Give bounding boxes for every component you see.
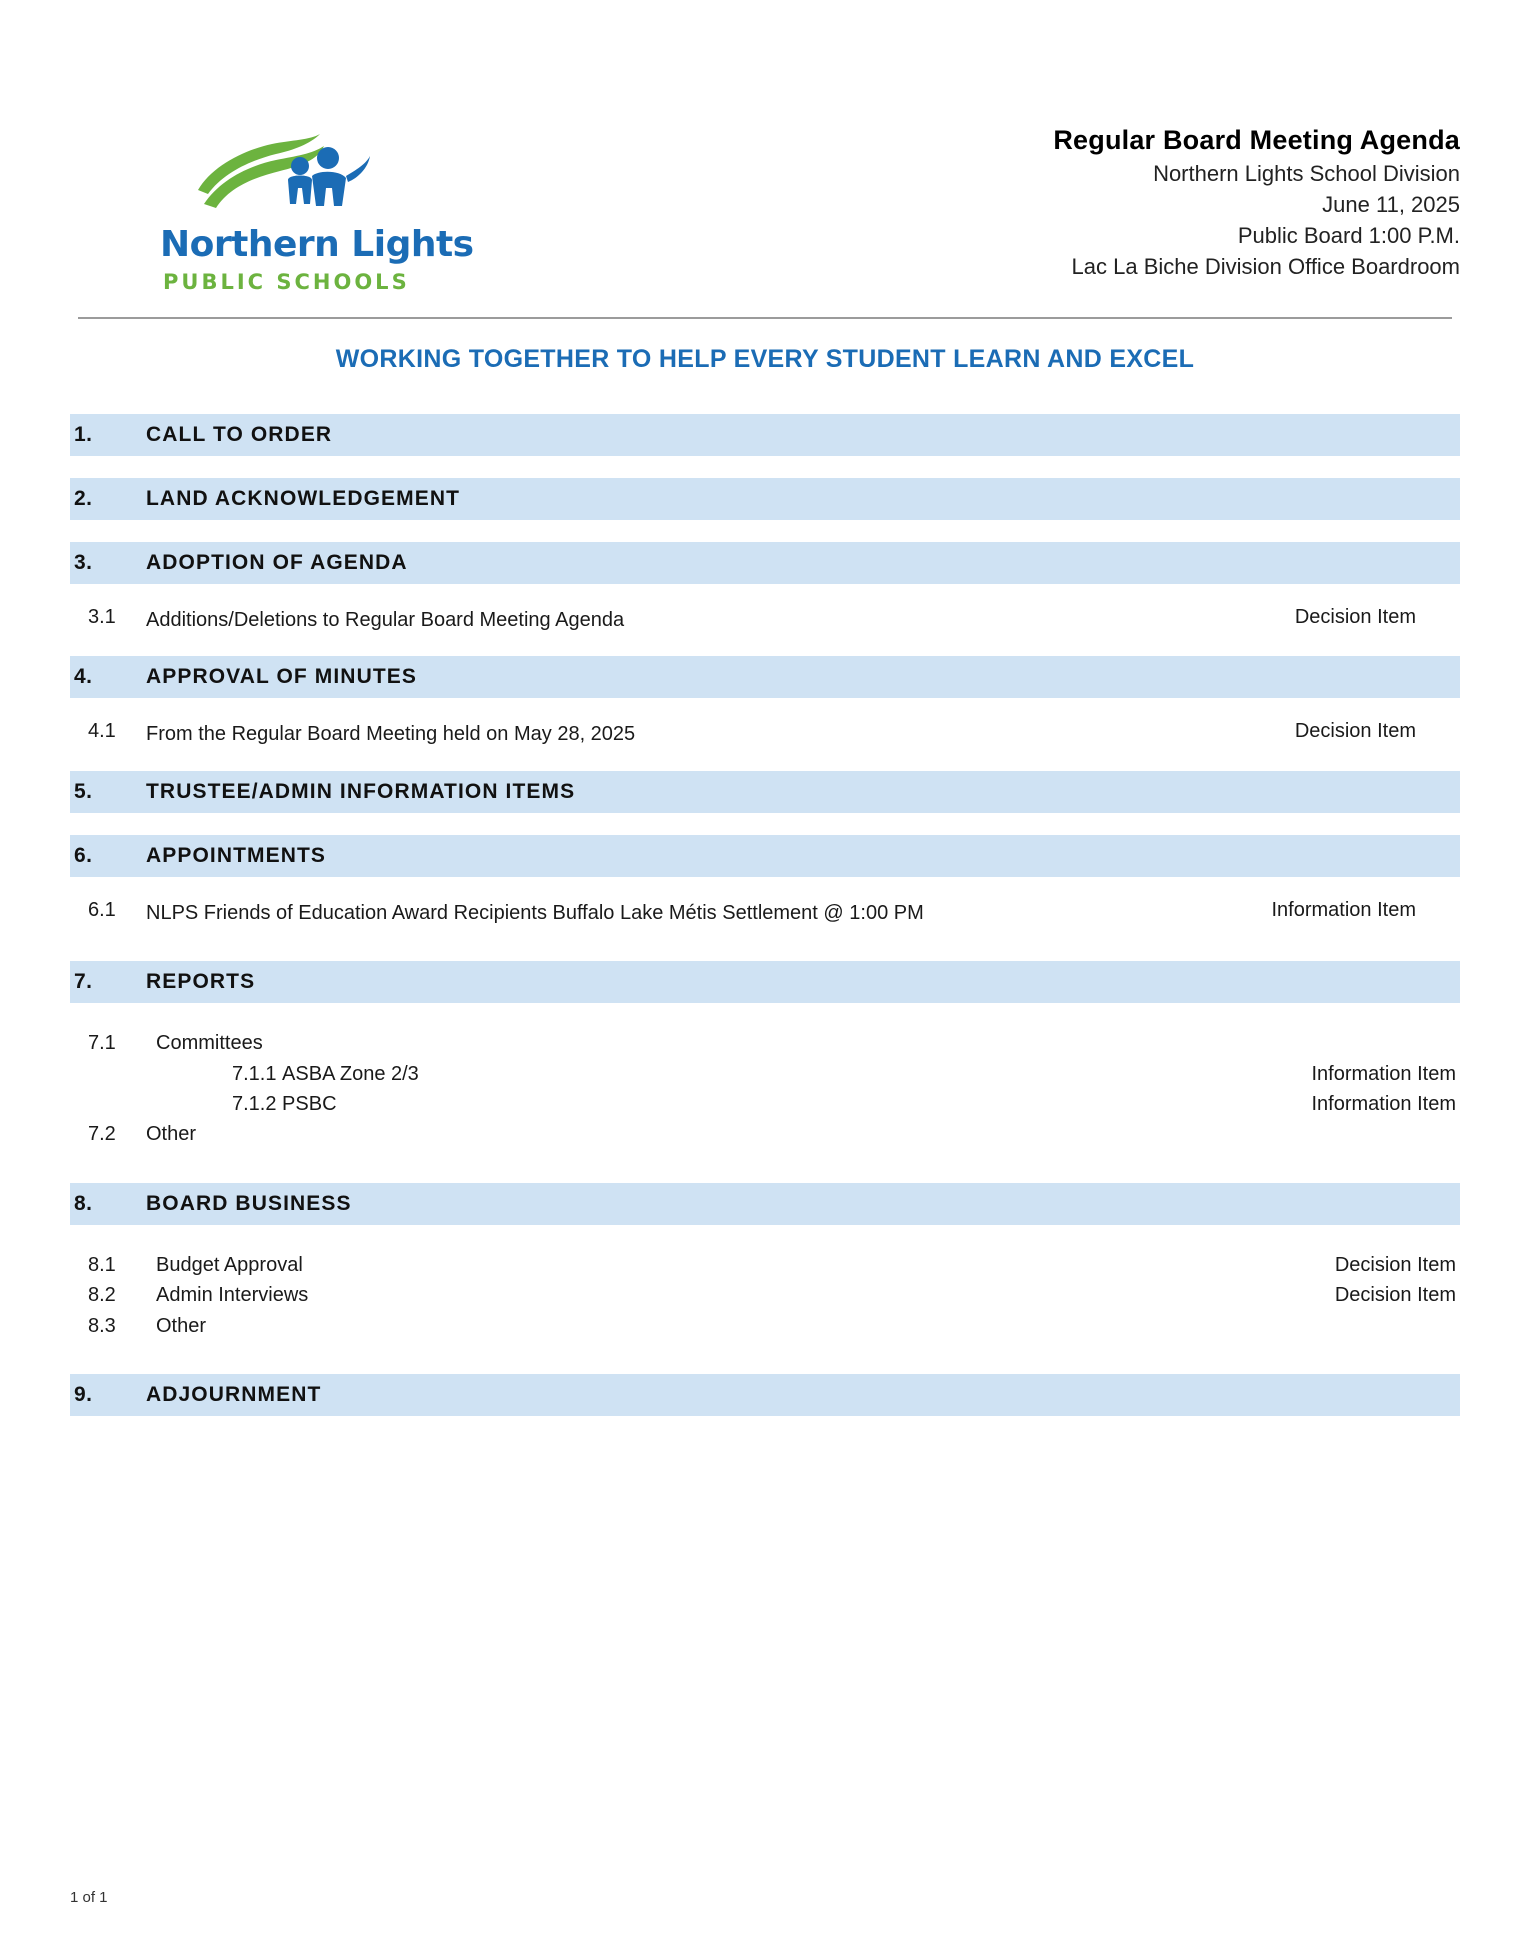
header-line-location: Lac La Biche Division Office Boardroom — [1071, 254, 1460, 280]
item-text: Other — [146, 1123, 197, 1146]
item-number: 6.1 — [88, 898, 116, 921]
header-line-time: Public Board 1:00 P.M. — [1237, 223, 1460, 249]
header-line-date: June 11, 2025 — [1322, 191, 1460, 217]
section-number: 5. — [74, 779, 93, 803]
header-meta — [1053, 120, 1460, 283]
item-number: 7.2 — [88, 1123, 116, 1146]
logo-tagline: PUBLIC SCHOOLS — [163, 270, 410, 294]
section-number: 4. — [74, 665, 93, 689]
division-tagline: WORKING TOGETHER TO HELP EVERY STUDENT LEARN AND EXCEL — [335, 345, 1195, 373]
agenda-section-land-acknowledgement — [70, 478, 1460, 520]
organization-logo — [160, 120, 490, 293]
section-number: 1. — [74, 423, 93, 446]
agenda-section-board-business — [70, 1183, 1460, 1225]
agenda-subitems-board-business — [70, 1251, 1460, 1340]
agenda-section-approval-of-minutes — [70, 656, 1460, 698]
page-footer: 1 of 1 — [70, 1889, 108, 1906]
item-number: 8.2 — [88, 1284, 116, 1307]
agenda-item-7-1-1 — [74, 1060, 1460, 1088]
item-type-label: Information Item — [1311, 1092, 1456, 1115]
section-title: ADJOURNMENT — [146, 1382, 322, 1406]
item-text: From the Regular Board Meeting held on May 28, 2025 — [146, 723, 636, 746]
logo-name: Northern Lights — [160, 224, 474, 265]
section-number: 6. — [74, 843, 93, 867]
agenda-item-3-1 — [70, 606, 1460, 634]
agenda-item-7-1 — [74, 1029, 1460, 1057]
item-type-label: Decision Item — [1294, 606, 1416, 628]
agenda-item-8-3 — [74, 1312, 1460, 1340]
item-number: 3.1 — [88, 606, 116, 628]
section-title: APPROVAL OF MINUTES — [146, 665, 417, 689]
agenda-item-8-1 — [74, 1251, 1460, 1279]
agenda-section-adjournment — [70, 1374, 1460, 1416]
logo-mark-icon — [160, 120, 440, 225]
item-text: 7.1.1 ASBA Zone 2/3 — [232, 1062, 419, 1085]
item-text: Committees — [156, 1032, 263, 1055]
item-type-label: Information Item — [1271, 898, 1416, 921]
section-title: REPORTS — [146, 970, 256, 994]
item-type-label: Information Item — [1311, 1062, 1456, 1085]
item-type-label: Decision Item — [1294, 720, 1416, 743]
item-text: 7.1.2 PSBC — [232, 1092, 337, 1115]
document-header — [70, 0, 1460, 293]
header-line-division: Northern Lights School Division — [1153, 160, 1460, 186]
agenda-item-6-1 — [70, 899, 1460, 927]
item-number: 8.1 — [88, 1253, 116, 1276]
section-number: 2. — [74, 487, 93, 510]
section-title: BOARD BUSINESS — [146, 1191, 352, 1215]
section-title: CALL TO ORDER — [146, 423, 333, 446]
item-text: Budget Approval — [156, 1253, 303, 1276]
header-divider — [78, 317, 1452, 319]
section-number: 7. — [74, 970, 93, 994]
section-number: 3. — [74, 551, 93, 574]
agenda-item-7-2 — [74, 1120, 1460, 1148]
page-title: Regular Board Meeting Agenda — [1053, 125, 1460, 155]
section-title: ADOPTION OF AGENDA — [146, 551, 408, 574]
item-text: Additions/Deletions to Regular Board Meeting Agenda — [146, 609, 625, 631]
agenda-section-trustee-admin-information-items — [70, 771, 1460, 813]
agenda-section-adoption-of-agenda — [70, 542, 1460, 584]
section-title: LAND ACKNOWLEDGEMENT — [146, 487, 461, 510]
item-type-label: Decision Item — [1334, 1284, 1456, 1307]
item-type-label: Decision Item — [1334, 1253, 1456, 1276]
section-title: TRUSTEE/ADMIN INFORMATION ITEMS — [146, 779, 576, 803]
item-number: 4.1 — [88, 720, 116, 743]
section-title: APPOINTMENTS — [146, 843, 327, 867]
item-text: Admin Interviews — [156, 1284, 309, 1307]
item-number: 8.3 — [88, 1314, 116, 1337]
agenda-section-reports — [70, 961, 1460, 1003]
agenda-item-8-2 — [74, 1281, 1460, 1309]
agenda-section-call-to-order — [70, 414, 1460, 456]
section-number: 8. — [74, 1191, 93, 1215]
item-text: Other — [156, 1314, 207, 1337]
agenda-body — [70, 414, 1460, 1416]
agenda-section-appointments — [70, 835, 1460, 877]
agenda-item-7-1-2 — [74, 1090, 1460, 1118]
agenda-item-4-1 — [70, 720, 1460, 748]
agenda-subitems-reports — [70, 1029, 1460, 1149]
item-number: 7.1 — [88, 1032, 116, 1055]
section-number: 9. — [74, 1382, 93, 1406]
item-text: NLPS Friends of Education Award Recipients Buffalo Lake Métis Settlement @ 1:00 PM — [146, 901, 924, 924]
